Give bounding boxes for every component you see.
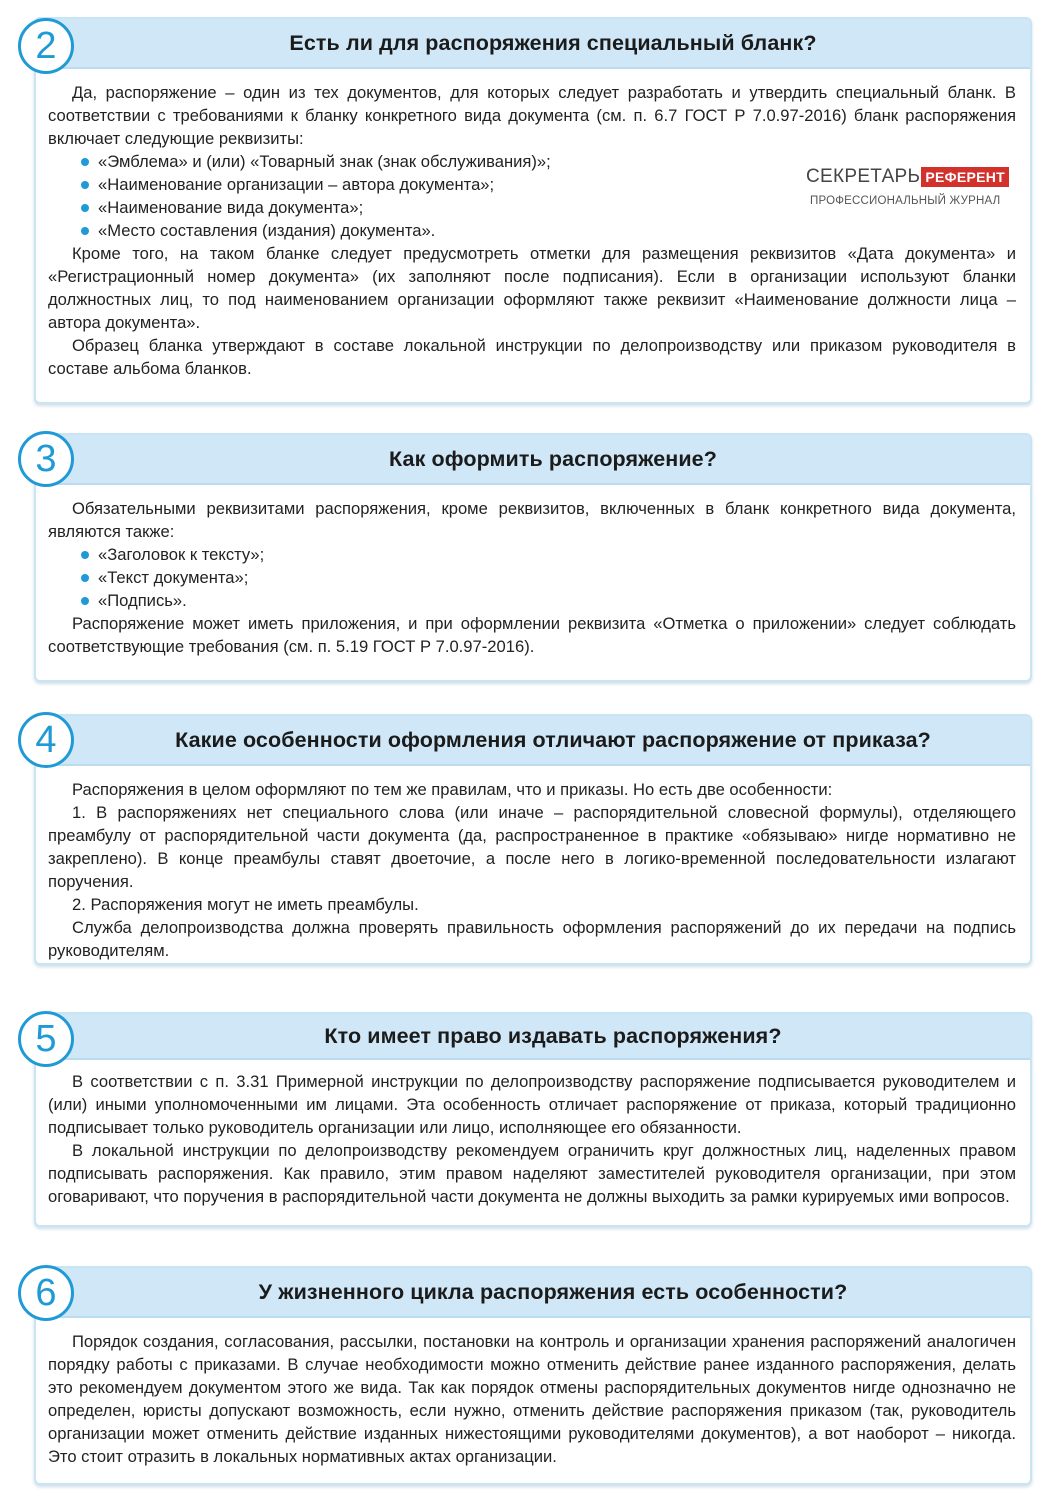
bullet-icon bbox=[81, 204, 89, 212]
list-item: «Подпись». bbox=[78, 589, 1016, 612]
bullet-icon bbox=[81, 227, 89, 235]
section-number-badge: 5 bbox=[18, 1011, 74, 1067]
journal-logo bbox=[806, 165, 1006, 207]
section-number-badge: 3 bbox=[18, 431, 74, 487]
paragraph: Порядок создания, согласования, рассылки, постановки на контроль и организации хранения распоряжений аналогичен порядку работы с приказами. В случае необходимости можно отменить действие ранее изданного распоряжения, делать это рекомендуем документом этого же вида. Так как порядок отмены распорядительных документов нигде однозначно не определен, юристы допускают возможность, если нужно, отменить действие распоряжения приказом (так, руководитель организации может отменить действие изданных нижестоящими руководителями документов), а вот наоборот – никогда. Это стоит отразить в локальных нормативных актах организации. bbox=[48, 1332, 1016, 1466]
logo-badge: РЕФЕРЕНТ bbox=[921, 167, 1009, 187]
bullet-icon bbox=[81, 158, 89, 166]
card-title: Какие особенности оформления отличают распоряжение от приказа? bbox=[175, 727, 931, 752]
card-body bbox=[36, 1060, 1030, 1218]
paragraph: Образец бланка утверждают в составе локальной инструкции по делопроизводству или приказом руководителя в составе альбома бланков. bbox=[48, 336, 1016, 378]
logo-word: СЕКРЕТАРЬ bbox=[806, 166, 921, 187]
bullet-icon bbox=[81, 597, 89, 605]
card-header bbox=[36, 716, 1030, 766]
paragraph: 2. Распоряжения могут не иметь преамбулы. bbox=[72, 895, 419, 914]
list-item: «Место составления (издания) документа». bbox=[78, 219, 1016, 242]
card-body bbox=[36, 766, 1030, 972]
paragraph: Да, распоряжение – один из тех документов, для которых следует разработать и утвердить специальный бланк. В соответствии с требованиями к бланку конкретного вида документа (см. п. 6.7 ГОСТ Р 7.0.97-2016) бланк распоряжения включает следующие реквизиты: bbox=[48, 83, 1016, 148]
paragraph: 1. В распоряжениях нет специального слова (или иначе – распорядительной словесной формулы), отделяющего преамбулу от распорядительной части документа (да, распространенное в практике «обязываю» нигде нормативно не закреплено). В конце преамбулы ставят двоеточие, а после него в логико-временной последовательности излагают поручения. bbox=[48, 803, 1016, 891]
list-item: «Наименование вида документа»; bbox=[78, 196, 1016, 219]
paragraph: Обязательными реквизитами распоряжения, кроме реквизитов, включенных в бланк конкретного вида документа, являются также: bbox=[48, 499, 1016, 541]
faq-card-5 bbox=[34, 1012, 1032, 1227]
list-item: «Текст документа»; bbox=[78, 566, 1016, 589]
card-title: У жизненного цикла распоряжения есть особенности? bbox=[258, 1279, 848, 1304]
card-header bbox=[36, 435, 1030, 485]
card-header bbox=[36, 19, 1030, 69]
section-number-badge: 2 bbox=[18, 18, 74, 74]
bullet-icon bbox=[81, 181, 89, 189]
card-header bbox=[36, 1268, 1030, 1318]
paragraph: В локальной инструкции по делопроизводству рекомендуем ограничить круг должностных лиц, наделенных правом подписывать распоряжения. Как правило, этим правом наделяют заместителей руководителя организации, при этом оговаривают, что поручения в распорядительной части документа не должны выходить за рамки курируемых ими вопросов. bbox=[48, 1141, 1016, 1206]
card-title: Кто имеет право издавать распоряжения? bbox=[324, 1023, 782, 1048]
list-item: «Наименование организации – автора документа»; bbox=[78, 173, 1016, 196]
paragraph: Распоряжение может иметь приложения, и при оформлении реквизита «Отметка о приложении» следует соблюдать соответствующие требования (см. п. 5.19 ГОСТ Р 7.0.97-2016). bbox=[48, 614, 1016, 656]
card-body bbox=[36, 1318, 1030, 1478]
logo-subtitle: ПРОФЕССИОНАЛЬНЫЙ ЖУРНАЛ bbox=[810, 195, 1001, 207]
card-header bbox=[36, 1014, 1030, 1060]
faq-card-3 bbox=[34, 433, 1032, 682]
requisites-list bbox=[48, 543, 1016, 612]
paragraph: Служба делопроизводства должна проверять правильность оформления распоряжений до их передачи на подпись руководителям. bbox=[48, 918, 1016, 960]
faq-card-4 bbox=[34, 714, 1032, 965]
bullet-icon bbox=[81, 551, 89, 559]
list-item: «Эмблема» и (или) «Товарный знак (знак обслуживания)»; bbox=[78, 150, 1016, 173]
card-body bbox=[36, 69, 1030, 390]
faq-card-2 bbox=[34, 17, 1032, 404]
list-item: «Заголовок к тексту»; bbox=[78, 543, 1016, 566]
paragraph: Распоряжения в целом оформляют по тем же правилам, что и приказы. Но есть две особенности: bbox=[72, 780, 833, 799]
paragraph: Кроме того, на таком бланке следует предусмотреть отметки для размещения реквизитов «Дата документа» и «Регистрационный номер документа» (их заполняют после подписания). Если в организации используют бланки должностных лиц, то под наименованием организации оформляют также реквизит «Наименование должности лица – автора документа». bbox=[48, 244, 1016, 332]
card-body bbox=[36, 485, 1030, 668]
faq-card-6 bbox=[34, 1266, 1032, 1485]
card-title: Как оформить распоряжение? bbox=[389, 446, 717, 471]
section-number-badge: 6 bbox=[18, 1265, 74, 1321]
bullet-icon bbox=[81, 574, 89, 582]
paragraph: В соответствии с п. 3.31 Примерной инструкции по делопроизводству распоряжение подписывается руководителем и (или) иными уполномоченными им лицами. Эта особенность отличает распоряжение от приказа, который традиционно подписывает только руководитель организации или лицо, исполняющее его обязанности. bbox=[48, 1072, 1016, 1137]
section-number-badge: 4 bbox=[18, 712, 74, 768]
card-title: Есть ли для распоряжения специальный бланк? bbox=[289, 30, 817, 55]
